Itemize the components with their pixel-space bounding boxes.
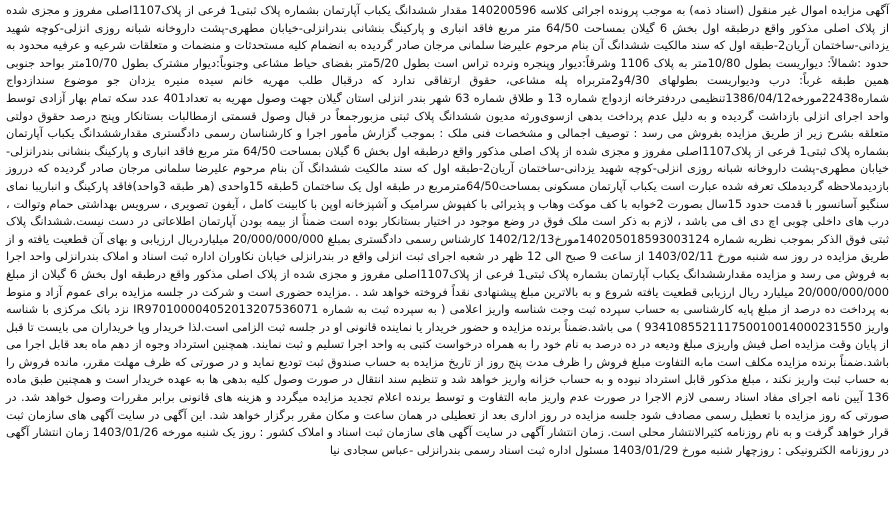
- auction-notice-text: آگهی مزایده اموال غیر منقول (اسناد ذمه) به موجب پرونده اجرائی کلاسه 140200596 مقدار ششدانگ یکباب آپارتمان بشماره پلاک ثبتی1 فرعی از پلاک1107اصلی مفروز و مجزی شده از پلاک اصلی مذکور واقع درطبقه اول بخش 6 گیلان بمساحت 64/50 متر مربع فاقد انباری و پارکینگ بنشانی بندرانزلی-خیابان مطهری-پشت داروخانه شبانه روزی انزلی-کوچه شهید یزدانی-ساختمان آریان2-طبقه اول که سند مالکیت ششدانگ آن بنام مرحوم علیرضا سلمانی مرجان صادر گردیده به انضمام کلیه مستحدثات و منضمات و متعلقات شرعیه و عرفیه محدود به حدود :شمالاً: دیواریست بطول 10/80متر به پلاک 1106 وشرقاً:دیوار وپنجره ونرده تراس است بطول 5/20متر بفضای حیاط مشاعی وجنوباً:دیوار مشترک بطول 10/70متر بواحد جنوبی همین طبقه غرباً: درب ودیواریست بطولهای 4/30و2متربراه پله مشاعی، حقوق ارتفاقی ندارد که درقبال طلب مهریه خانم سیده منیره یزدان جو موضوع سندازدواج شماره22438مورخه1386/04/12تنظیمی دردفترخانه ازدواج شماره 13 و طلاق شماره 63 شهر بندر انزلی استان گیلان جهت وصول مهریه به تعداد401 عدد سکه تمام بهار آزادی توسط واحد اجرای انزلی بازداشت گردیده و به دلیل عدم پرداخت بدهی ازسوی‌ورثه مدیون ششدانگ پلاک ثبتی مزبورجمعاً در قبال وصول قسمتی ازمطالبات بستانکار وپنج درصد حقوق دولتی متعلقه بشرح زیر از طریق مزایده بفروش می رسد : توصیف اجمالی و مشخصات فنی ملک : بموجب گزارش مأمور اجرا و کارشناسان رسمی دادگستری مقدارششدانگ یکباب آپارتمان بشماره پلاک ثبتی1 فرعی از پلاک1107اصلی مفروز و مجزی شده از پلاک اصلی مذکور واقع درطبقه اول بخش 6 گیلان بمساحت 64/50 متر مربع فاقد انباری و پارکینگ بنشانی بندرانزلی-خیابان مطهری-پشت داروخانه شبانه روزی انزلی-کوچه شهید یزدانی-ساختمان آریان2-طبقه اول که سند مالکیت ششدانگ آن بنام مرحوم علیرضا سلمانی مرجان صادر گردیده که درروز بازدیدملاحظه گردیدملک تعرفه شده عبارت است یکباب آپارتمان مسکونی بمساحت64/50مترمربع در طبقه اول یک ساختمان 5طبقه 15واحدی (هر طبقه 3واحد)فاقد پارکینگ و انباریبا نمای سنگیو آسانسور با قدمت حدود 15سال بصورت 2خوابه با کف موکت وهاب و پذیرائی با کفپوش سرامیک و آشپزخانه اوپن با کابینت کامل ، آیفون تصویری ، سرویس بهداشتی حمام وتوالت ، درب های داخلی چوبی اچ دی اف می باشد ، لازم به ذکر است ملک فوق در وضع موجود در اختیار بستانکار بوده است ضمناً از بیمه بودن آپارتمان اطلاعاتی در دست نیست.ششدانگ پلاک ثبتی فوق الذکر بموجب نظریه شماره 140205018593003124مورخ1402/12/13 کارشناس رسمی دادگستری بمبلغ 20/000/000/000 میلیاردریال ارزیابی و بهای آن قطعیت یافته و از طریق مزایده در روز سه شنبه مورخ 1403/02/11 از ساعت 9 صبح الی 12 ظهر در شعبه اجرای ثبت انزلی واقع در بندرانزلی خیابان نکاوران اداره ثبت اسناد و املاک بندرانزلی واحد اجرا به فروش می رسد و مزایده مقدارششدانگ یکباب آپارتمان بشماره پلاک ثبتی1 فرعی از پلاک1107اصلی مفروز و مجزی شده از پلاک اصلی مذکور واقع درطبقه اول بخش 6 گیلان از مبلغ 20/000/000/000 میلیارد ریال ارزیابی قطعیت یافته شروع و به بالاترین مبلغ پیشنهادی نقداً فروخته خواهد شد . .مزایده حضوری است و شرکت در جلسه مزایده برای عموم آزاد و منوط به پرداخت ده درصد از مبلغ پایه کارشناسی به حساب سپرده ثبت وجت شناسه واریز اعلامی ( به سپرده ثبت به شماره IR970100004052013207536071 نزد بانک مرکزی با شناسه واریز 934108552111750010014000231550 ) می باشد.ضمناً برنده مزایده و حضور خریدار یا نماینده قانونی او در جلسه ثبت الزامی است.لذا خریدار وپا خریداران می بایست تا قبل از پایان وقت مزایده اصل فیش واریزی مبلغ ودیعه در ده درصد به نام خود را به همراه درخواست کتبی به واحد اجرا تسلیم و ثبت نمایند. همچنین استرداد وجوه از دهم ماه بعد قابل اجرا می باشد.ضمناً برنده مزایده مکلف است مابه التفاوت مبلغ فروش را ظرف مدت پنج روز از تاریخ مزایده به حساب صندوق ثبت تودیع نماید و در صورتی که ظرف مهلت مقرر، مانده فروش را به حساب ثبت واریز نکند ، مبلغ مذکور قابل استرداد نبوده و به حساب خزانه واریز خواهد شد و تنظیم سند انتقال در صورت وصول کلیه بدهی ها به عهده خریدار است و همچنین طبق ماده 136 آیین نامه اجرای مفاد اسناد رسمی لازم الاجرا در صورت عدم واریز مابه التفاوت و توسط برنده اعلام تجدید مزایده میگردد و هزینه های قانونی برابر مقررات وصول خواهد شد. در صورتی که روز مزایده با تعطیل رسمی مصادف شود جلسه مزایده در روز اداری بعد از تعطیلی در همان ساعت و مکان مقرر برگزار خواهد شد. این آگهی در سایت آگهی های سازمان ثبت قرار خواهد گرفت و به نام روزنامه کثیرالانتشار محلی است. زمان انتشار آگهی در سایت آگهی های سازمان ثبت اسناد و املاک کشور : روز یک شنبه مورخه 1403/01/26 زمان انتشار آگهی در روزنامه الکترونیکی : روزچهار شنبه مورخ 1403/01/29 مسئول اداره ثبت اسناد رسمی بندرانزلی -عباس سجادی نیا: [6, 3, 890, 457]
